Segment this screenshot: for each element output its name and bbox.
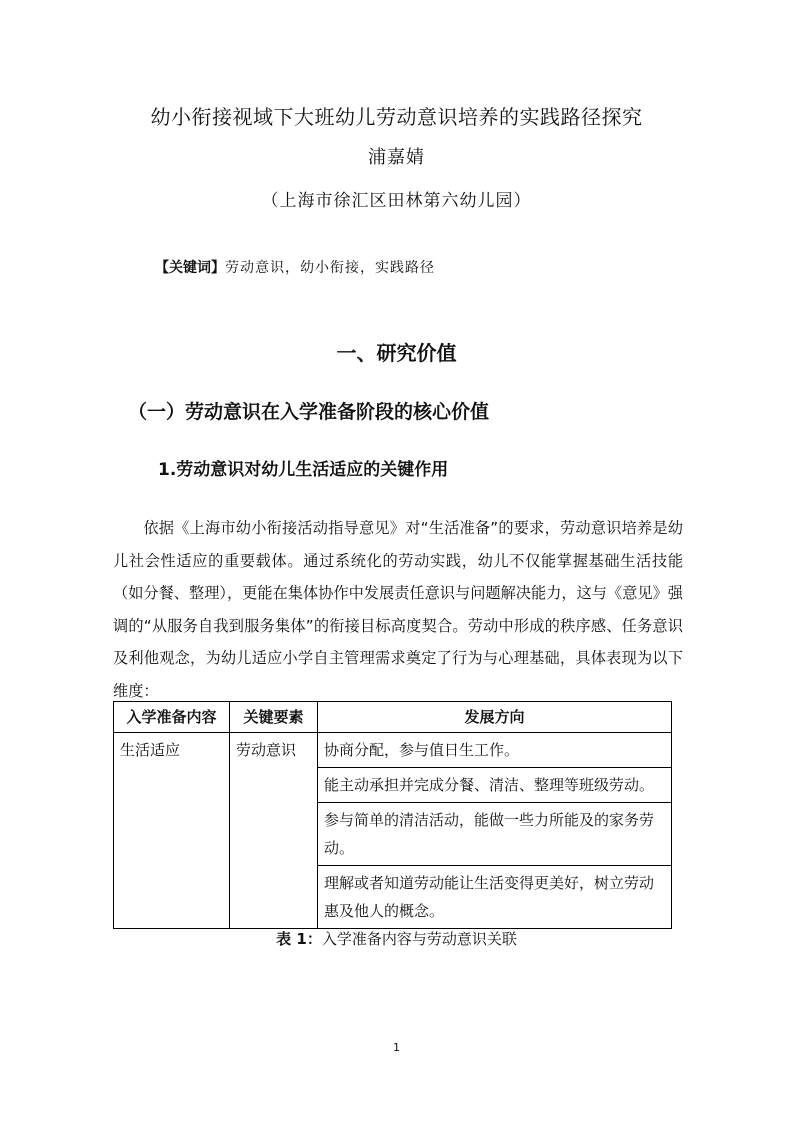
section-heading-3: 1.劳动意识对幼儿生活适应的关键作用: [158, 460, 449, 480]
table-caption-text: 入学准备内容与劳动意识关联: [321, 930, 517, 948]
author-affiliation: （上海市徐汇区田林第六幼儿园）: [261, 191, 532, 211]
keywords-text: 劳动意识，幼小衔接，实践路径: [225, 260, 435, 276]
page-number: 1: [393, 1041, 400, 1054]
keywords-label: 【关键词】: [155, 260, 225, 276]
table-header-cell: 发展方向: [318, 702, 672, 733]
table-cell-direction: 协商分配，参与值日生工作。: [318, 733, 672, 768]
document-title: 幼小衔接视域下大班幼儿劳动意识培养的实践路径探究: [150, 105, 643, 129]
table-cell-direction: 理解或者知道劳动能让生活变得更美好，树立劳动惠及他人的概念。: [318, 866, 672, 929]
table-header-cell: 入学准备内容: [114, 702, 230, 733]
table-cell-direction: 参与简单的清洁活动，能做一些力所能及的家务劳动。: [318, 803, 672, 866]
table-cell-element: 劳动意识: [230, 733, 318, 929]
section-heading-2: （一）劳动意识在入学准备阶段的核心价值: [128, 401, 490, 423]
body-paragraph: 依据《上海市幼小衔接活动指导意见》对“生活准备”的要求，劳动意识培养是幼儿社会性适应的重要载体。通过系统化的劳动实践，幼儿不仅能掌握基础生活技能（如分餐、整理），更能在集体协作中发展责任意识与问题解决能力，这与《意见》强调的“从服务自我到服务集体”的衔接目标高度契合。劳动中形成的秩序感、任务意识及利他观念，为幼儿适应小学自主管理需求奠定了行为与心理基础，具体表现为以下维度：: [113, 519, 683, 700]
table-caption: [0, 927, 793, 951]
section-heading-1: 一、研究价值: [336, 341, 457, 365]
readiness-table: [113, 701, 672, 929]
table-row: [114, 733, 672, 768]
table-cell-direction: 能主动承担并完成分餐、清洁、整理等班级劳动。: [318, 768, 672, 803]
table-header-row: [114, 702, 672, 733]
table-caption-label: 表 1：: [276, 930, 322, 948]
table-cell-category: 生活适应: [114, 733, 230, 929]
table-header-cell: 关键要素: [230, 702, 318, 733]
keywords-line: [155, 256, 435, 280]
author-name: 浦嘉婧: [368, 147, 425, 168]
